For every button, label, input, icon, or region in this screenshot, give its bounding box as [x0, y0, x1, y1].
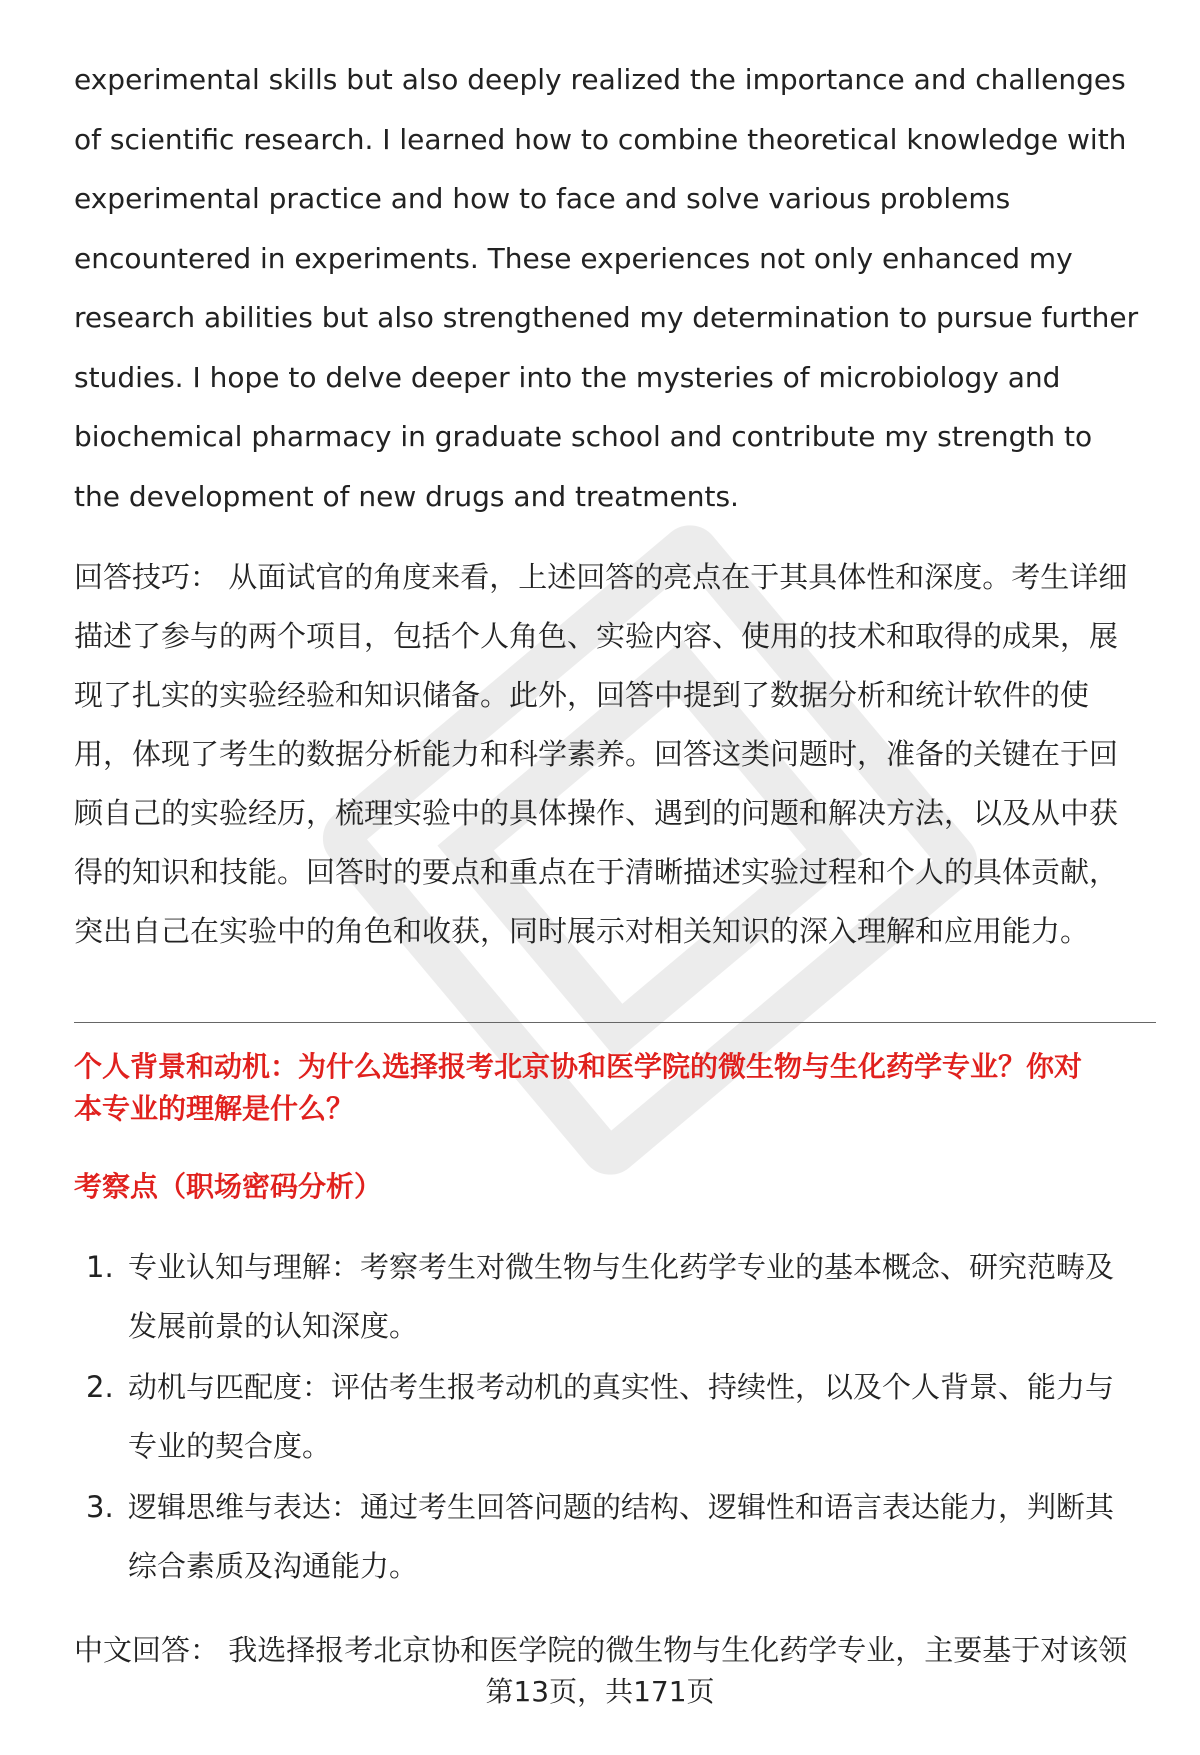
- interview-question: [74, 1046, 1156, 1130]
- chinese-answer-start: 中文回答： 我选择报考北京协和医学院的微生物与生化药学专业，主要基于对该领: [74, 1633, 1128, 1667]
- question-line: 个人背景和动机：为什么选择报考北京协和医学院的微生物与生化药学专业？你对: [74, 1050, 1083, 1083]
- list-item-line: 综合素质及沟通能力。: [128, 1549, 419, 1583]
- list-item-number: 3.: [86, 1490, 114, 1524]
- answer-tips-paragraph: [74, 548, 1156, 961]
- question-line: 本专业的理解是什么？: [74, 1092, 355, 1125]
- list-item-line: 专业认知与理解：考察考生对微生物与生化药学专业的基本概念、研究范畴及: [128, 1250, 1115, 1284]
- paragraph-line: 回答技巧： 从面试官的角度来看，上述回答的亮点在于其具体性和深度。考生详细: [74, 560, 1128, 594]
- paragraph-line: 得的知识和技能。回答时的要点和重点在于清晰描述实验过程和个人的具体贡献，: [74, 855, 1119, 889]
- list-item: [74, 1358, 1156, 1476]
- paragraph-line: of scientific research. I learned how to combine theoretical knowledge with: [74, 122, 1127, 156]
- list-item-line: 专业的契合度。: [128, 1429, 332, 1463]
- paragraph-line: encountered in experiments. These experiences not only enhanced my: [74, 241, 1073, 275]
- page-number-footer: 第13页，共171页: [485, 1675, 715, 1708]
- paragraph-line: 现了扎实的实验经验和知识储备。此外，回答中提到了数据分析和统计软件的使: [74, 678, 1090, 712]
- paragraph-line: experimental skills but also deeply realized the importance and challenges: [74, 63, 1126, 96]
- list-item-number: 2.: [86, 1370, 114, 1404]
- paragraph-line: experimental practice and how to face and solve various problems: [74, 182, 1011, 215]
- paragraph-line: 突出自己在实验中的角色和收获，同时展示对相关知识的深入理解和应用能力。: [74, 914, 1090, 948]
- list-item-line: 动机与匹配度：评估考生报考动机的真实性、持续性，以及个人背景、能力与: [128, 1370, 1115, 1404]
- list-item: [74, 1478, 1156, 1596]
- paragraph-line: studies. I hope to delve deeper into the mysteries of microbiology and: [74, 360, 1061, 394]
- list-item-line: 发展前景的认知深度。: [128, 1309, 419, 1343]
- paragraph-line: 用，体现了考生的数据分析能力和科学素养。回答这类问题时，准备的关键在于回: [74, 737, 1119, 771]
- paragraph-line: 描述了参与的两个项目，包括个人角色、实验内容、使用的技术和取得的成果，展: [74, 619, 1119, 653]
- english-answer-paragraph: [74, 50, 1156, 526]
- paragraph-line: biochemical pharmacy in graduate school and contribute my strength to: [74, 420, 1093, 453]
- assessment-points-heading: 考察点（职场密码分析）: [74, 1170, 383, 1203]
- paragraph-line: research abilities but also strengthened my determination to pursue further: [74, 301, 1139, 334]
- list-item-line: 逻辑思维与表达：通过考生回答问题的结构、逻辑性和语言表达能力，判断其: [128, 1490, 1115, 1524]
- list-item: [74, 1238, 1156, 1356]
- list-item-number: 1.: [86, 1250, 114, 1284]
- section-divider: [74, 1022, 1156, 1023]
- paragraph-spacer: [74, 526, 1156, 548]
- paragraph-line: the development of new drugs and treatments.: [74, 479, 739, 513]
- main-content: [74, 50, 1156, 961]
- paragraph-line: 顾自己的实验经历，梳理实验中的具体操作、遇到的问题和解决方法，以及从中获: [74, 796, 1119, 830]
- assessment-points-list: [74, 1238, 1156, 1598]
